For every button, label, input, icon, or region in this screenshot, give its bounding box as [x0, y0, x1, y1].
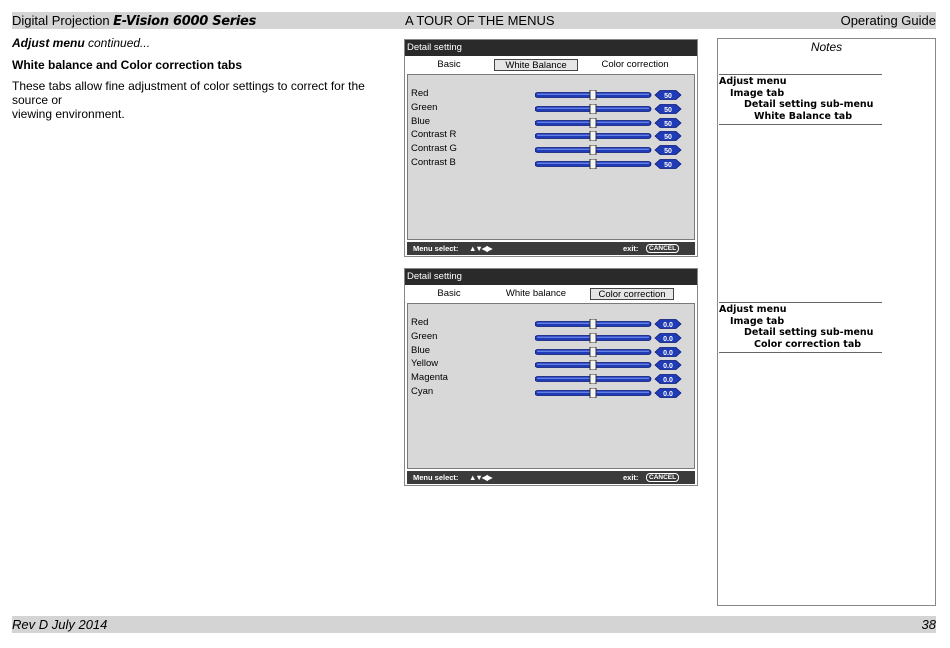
setting-label: Yellow: [411, 358, 439, 369]
cancel-key-icon: CANCEL: [646, 473, 679, 482]
paragraph-line: viewing environment.: [12, 107, 125, 121]
menu-select-label: Menu select:: [413, 244, 459, 253]
exit-label: exit:: [623, 244, 639, 253]
note-line: Color correction tab: [754, 339, 862, 351]
value-label: 0.0: [663, 321, 673, 329]
page-header: [12, 12, 936, 29]
paragraph-line: These tabs allow fine adjustment of color settings to correct for the source or: [12, 79, 365, 107]
continued-note: [12, 36, 392, 50]
slider-thumb: [590, 347, 596, 357]
setting-label: Red: [411, 317, 429, 328]
continued-suffix: continued...: [84, 36, 151, 50]
page-footer: [12, 616, 936, 633]
value-label: 50: [664, 120, 672, 128]
note-line: Image tab: [730, 315, 785, 327]
panel-tabs: [405, 285, 697, 302]
panel-title: Detail setting: [405, 40, 697, 56]
color-correction-menu-screenshot: [404, 268, 698, 486]
slider-thumb: [590, 388, 596, 398]
value-label: 50: [664, 106, 672, 114]
setting-row: [411, 129, 691, 143]
setting-row: [411, 143, 691, 157]
notes-title: Notes: [810, 40, 843, 54]
setting-slider[interactable]: [535, 319, 683, 329]
value-label: 50: [664, 133, 672, 141]
slider-thumb: [590, 360, 596, 370]
menu-select-label: Menu select:: [413, 473, 459, 482]
white-balance-menu-screenshot: [404, 39, 698, 257]
tab-white-balance[interactable]: White Balance: [494, 59, 578, 71]
setting-slider[interactable]: [535, 131, 683, 141]
slider-thumb: [590, 319, 596, 329]
note-line: Detail setting sub-menu: [744, 327, 874, 339]
setting-slider[interactable]: [535, 159, 683, 169]
note-breadcrumb: [719, 302, 882, 353]
setting-row: [411, 116, 691, 130]
exit-label: exit:: [623, 473, 639, 482]
setting-slider[interactable]: [535, 374, 683, 384]
tab-white-balance[interactable]: White balance: [505, 288, 567, 299]
note-line: White Balance tab: [754, 111, 853, 123]
tab-basic[interactable]: Basic: [437, 288, 461, 299]
setting-label: Red: [411, 88, 429, 99]
chapter-title: A TOUR OF THE MENUS: [405, 13, 555, 28]
brand-name: Digital Projection: [12, 13, 110, 28]
setting-slider[interactable]: [535, 347, 683, 357]
setting-label: Magenta: [411, 372, 448, 383]
setting-row: [411, 345, 691, 359]
setting-row: [411, 157, 691, 171]
setting-label: Green: [411, 331, 438, 342]
setting-row: [411, 386, 691, 400]
setting-label: Contrast B: [411, 157, 456, 168]
setting-label: Blue: [411, 116, 431, 127]
value-label: 0.0: [663, 362, 673, 370]
status-bar: [407, 242, 695, 255]
setting-slider[interactable]: [535, 360, 683, 370]
guide-title: Operating Guide: [840, 13, 936, 28]
note-line: Detail setting sub-menu: [744, 99, 874, 111]
value-label: 0.0: [663, 335, 673, 343]
notes-column: [717, 38, 936, 606]
setting-row: [411, 358, 691, 372]
setting-slider[interactable]: [535, 333, 683, 343]
setting-row: [411, 331, 691, 345]
section-title: White balance and Color correction tabs: [12, 58, 243, 72]
status-bar: [407, 471, 695, 484]
slider-thumb: [590, 159, 596, 169]
section-paragraph: [12, 79, 392, 121]
setting-label: Contrast G: [411, 143, 457, 154]
setting-slider[interactable]: [535, 90, 683, 100]
header-brand: [12, 13, 256, 29]
arrow-keys-icon: ▲▼◀▶: [469, 244, 492, 253]
tab-color-correction[interactable]: Color correction: [590, 288, 674, 300]
panel-tabs: [405, 56, 697, 73]
settings-area: [407, 74, 695, 240]
setting-row: [411, 317, 691, 331]
setting-slider[interactable]: [535, 104, 683, 114]
setting-row: [411, 88, 691, 102]
value-label: 50: [664, 147, 672, 155]
setting-label: Cyan: [411, 386, 434, 397]
setting-slider[interactable]: [535, 145, 683, 155]
slider-thumb: [590, 374, 596, 384]
value-label: 0.0: [663, 349, 673, 357]
setting-label: Contrast R: [411, 129, 457, 140]
revision-label: Rev D July 2014: [12, 617, 108, 632]
arrow-keys-icon: ▲▼◀▶: [469, 473, 492, 482]
setting-row: [411, 372, 691, 386]
value-label: 50: [664, 161, 672, 169]
tab-color-correction[interactable]: Color correction: [601, 59, 669, 70]
main-text-column: [12, 36, 392, 121]
value-label: 0.0: [663, 376, 673, 384]
series-name: E-Vision 6000 Series: [113, 14, 257, 29]
panel-title: Detail setting: [405, 269, 697, 285]
slider-thumb: [590, 131, 596, 141]
setting-label: Blue: [411, 345, 431, 356]
slider-thumb: [590, 118, 596, 128]
cancel-key-icon: CANCEL: [646, 244, 679, 253]
setting-slider[interactable]: [535, 388, 683, 398]
value-label: 0.0: [663, 390, 673, 398]
setting-slider[interactable]: [535, 118, 683, 128]
setting-label: Green: [411, 102, 438, 113]
setting-row: [411, 102, 691, 116]
note-line: Adjust menu: [719, 304, 787, 315]
continued-menu-name: Adjust menu: [12, 36, 85, 50]
slider-thumb: [590, 145, 596, 155]
note-line: Adjust menu: [719, 76, 787, 87]
slider-thumb: [590, 104, 596, 114]
value-label: 50: [664, 92, 672, 100]
slider-thumb: [590, 90, 596, 100]
page-number: 38: [921, 617, 936, 632]
note-breadcrumb: [719, 74, 882, 125]
tab-basic[interactable]: Basic: [437, 59, 461, 70]
settings-area: [407, 303, 695, 469]
slider-thumb: [590, 333, 596, 343]
note-line: Image tab: [730, 87, 785, 99]
